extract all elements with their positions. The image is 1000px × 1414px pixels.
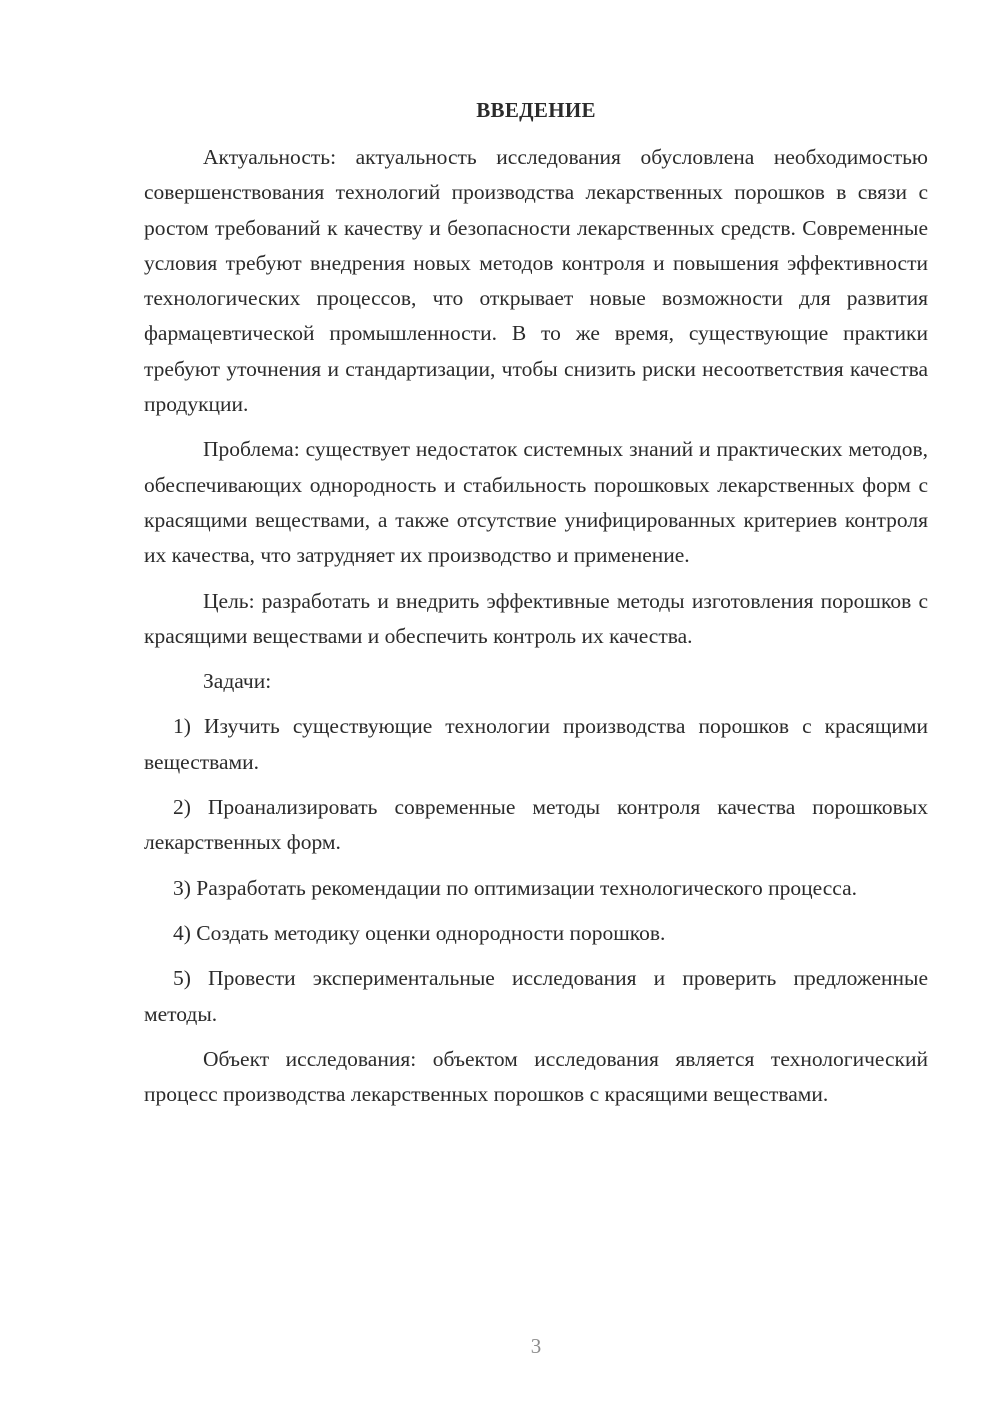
document-page xyxy=(144,94,928,1122)
task-item: 5) Провести экспериментальные исследования и проверить предложенные методы. xyxy=(144,966,928,1026)
relevance-paragraph: Актуальность: актуальность исследования обусловлена необходимостью совершенствования технологий производства лекарственных порошков в связи с ростом требований к качеству и безопасности лекарственных средств. Современные условия требуют внедрения новых методов контроля и повышения эффективности технологических процессов, что открывает новые возможности для развития фармацевтической промышленности. В то же время, существующие практики требуют уточнения и стандартизации, чтобы снизить риски несоответствия качества продукции. xyxy=(144,145,928,417)
goal-paragraph: Цель: разработать и внедрить эффективные методы изготовления порошков с красящими веществами и обеспечить контроль их качества. xyxy=(144,588,928,648)
task-item: 3) Разработать рекомендации по оптимизации технологического процесса. xyxy=(173,875,858,900)
task-item: 4) Создать методику оценки однородности порошков. xyxy=(173,920,666,945)
page-number: 3 xyxy=(530,1334,542,1358)
task-item: 1) Изучить существующие технологии производства порошков с красящими веществами. xyxy=(144,714,928,774)
tasks-heading: Задачи: xyxy=(203,669,272,694)
object-paragraph: Объект исследования: объектом исследования является технологический процесс производства лекарственных порошков с красящими веществами. xyxy=(144,1046,928,1107)
section-title: ВВЕДЕНИЕ xyxy=(476,98,596,122)
problem-paragraph: Проблема: существует недостаток системных знаний и практических методов, обеспечивающих однородность и стабильность порошковых лекарственных форм с красящими веществами, а также отсутствие унифицированных критериев контроля их качества, что затрудняет их производство и применение. xyxy=(144,437,928,568)
task-item: 2) Проанализировать современные методы контроля качества порошковых лекарственных форм. xyxy=(144,795,928,855)
